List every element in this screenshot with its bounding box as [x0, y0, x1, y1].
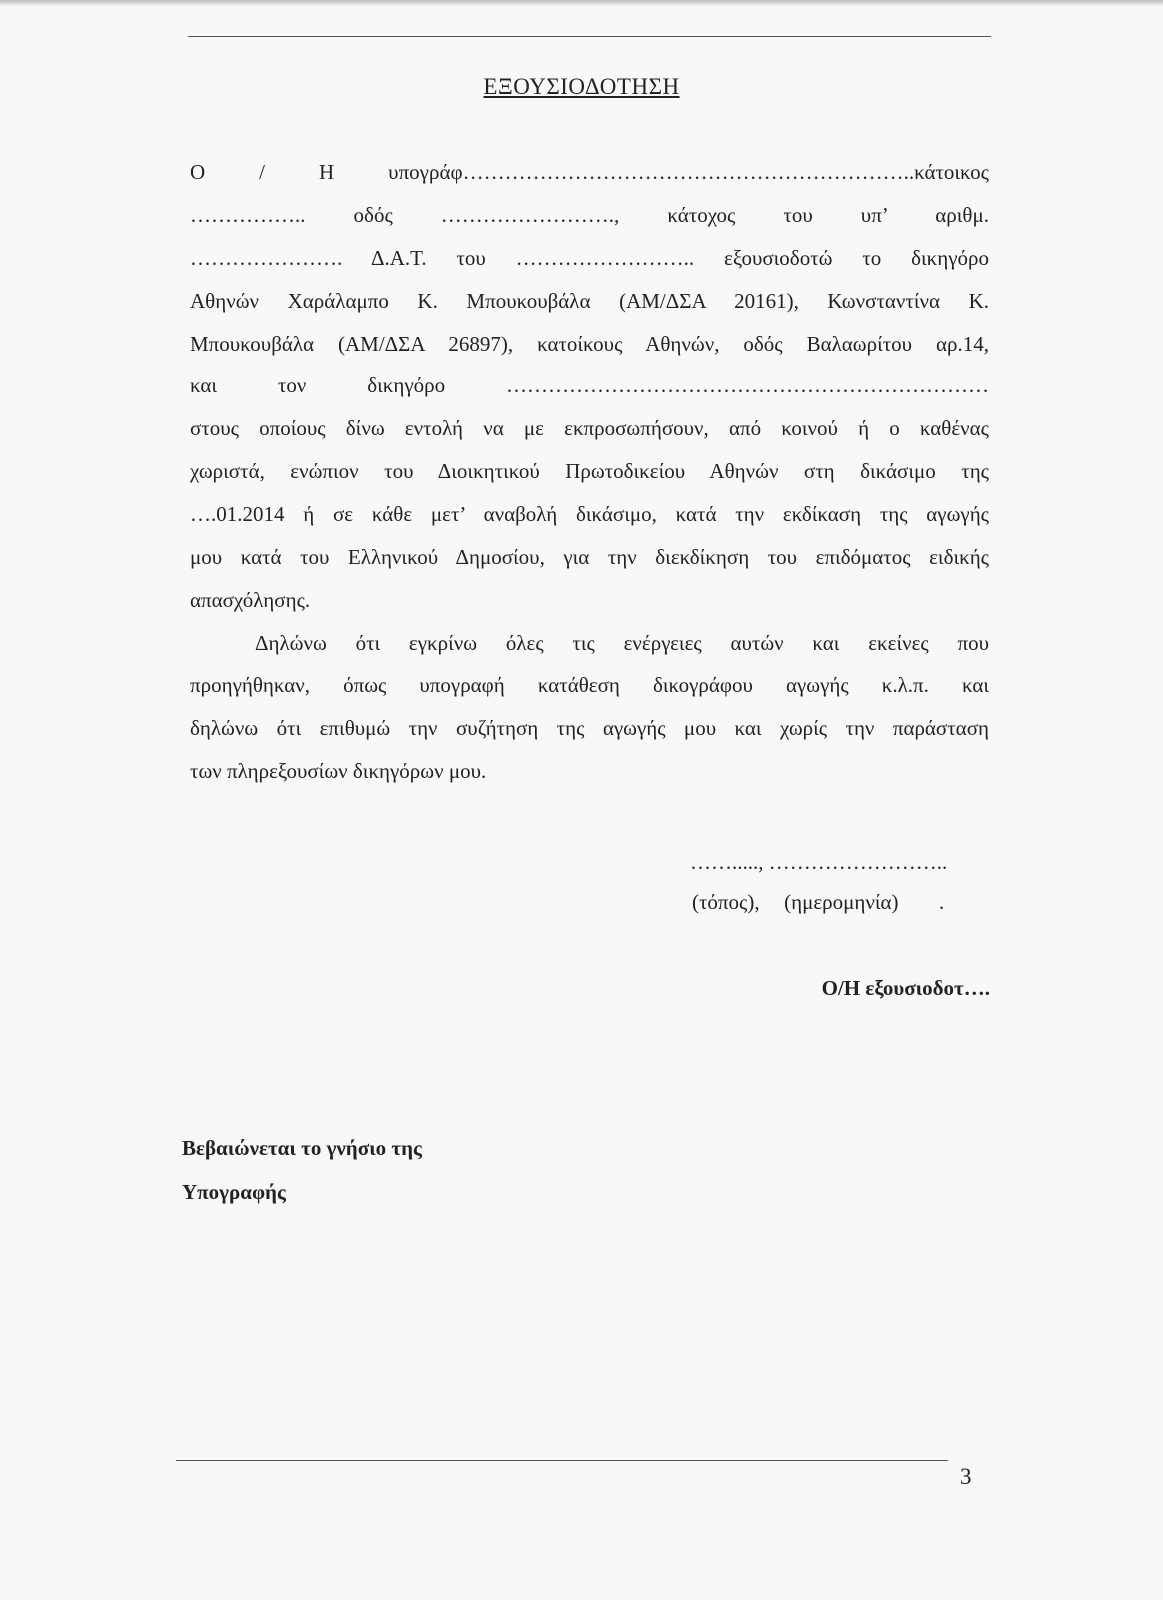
- paragraph1-line: Αθηνών Χαράλαμπο Κ. Μπουκουβάλα (ΑΜ/ΔΣΑ 20161), Κωνσταντίνα Κ.: [190, 289, 989, 313]
- date-label: (ημερομηνία): [784, 890, 899, 914]
- paragraph1-line: ….01.2014 ή σε κάθε μετ’ αναβολή δικάσιμο, κατά την εκδίκαση της αγωγής: [190, 502, 989, 526]
- certification-line: Υπογραφής: [182, 1180, 286, 1204]
- scan-edge: [0, 0, 1163, 6]
- paragraph1-line: απασχόλησης.: [190, 588, 311, 612]
- paragraph1-line: και τον δικηγόρο ……………………………………………………………: [190, 373, 989, 397]
- paragraph1-line: μου κατά του Ελληνικού Δημοσίου, για την διεκδίκηση του επιδόματος ειδικής: [190, 545, 989, 569]
- paragraph2-line: Δηλώνω ότι εγκρίνω όλες τις ενέργειες αυτών και εκείνες που: [255, 631, 989, 655]
- paragraph2-line: δηλώνω ότι επιθυμώ την συζήτηση της αγωγής μου και χωρίς την παράσταση: [190, 716, 989, 740]
- page-number: 3: [960, 1464, 972, 1489]
- place-date-blank: ……....., ……………………..: [690, 850, 948, 874]
- paragraph1-line: Μπουκουβάλα (ΑΜ/ΔΣΑ 26897), κατοίκους Αθηνών, οδός Βαλαωρίτου αρ.14,: [190, 332, 989, 356]
- paragraph1-line: …………….. οδός ……………………., κάτοχος του υπ’ αριθμ.: [190, 203, 989, 227]
- paragraph1-line: χωριστά, ενώπιον του Διοικητικού Πρωτοδικείου Αθηνών στη δικάσιμο της: [190, 459, 989, 483]
- paragraph1-line: στους οποίους δίνω εντολή να με εκπροσωπήσουν, από κοινού ή ο καθένας: [190, 416, 989, 440]
- paragraph2-line: προηγήθηκαν, όπως υπογραφή κατάθεση δικογράφου αγωγής κ.λ.π. και: [190, 673, 989, 697]
- certification-line: Βεβαιώνεται το γνήσιο της: [182, 1136, 422, 1160]
- paragraph2-line: των πληρεξουσίων δικηγόρων μου.: [190, 759, 487, 783]
- document-title: ΕΞΟΥΣΙΟΔΟΤΗΣΗ: [483, 74, 680, 99]
- date-period: .: [939, 890, 945, 914]
- paragraph1-line: …………………. Δ.Α.Τ. του …………………….. εξουσιοδοτώ το δικηγόρο: [190, 246, 989, 270]
- place-label: (τόπος),: [692, 890, 760, 914]
- place-date-labels: [692, 890, 992, 915]
- signer-label: Ο/Η εξουσιοδοτ….: [821, 976, 990, 1000]
- paragraph1-line: Ο / Η υπογράφ………………………………………………………..κάτοικος: [190, 160, 989, 184]
- footer-rule: [176, 1460, 948, 1461]
- header-rule: [188, 36, 991, 37]
